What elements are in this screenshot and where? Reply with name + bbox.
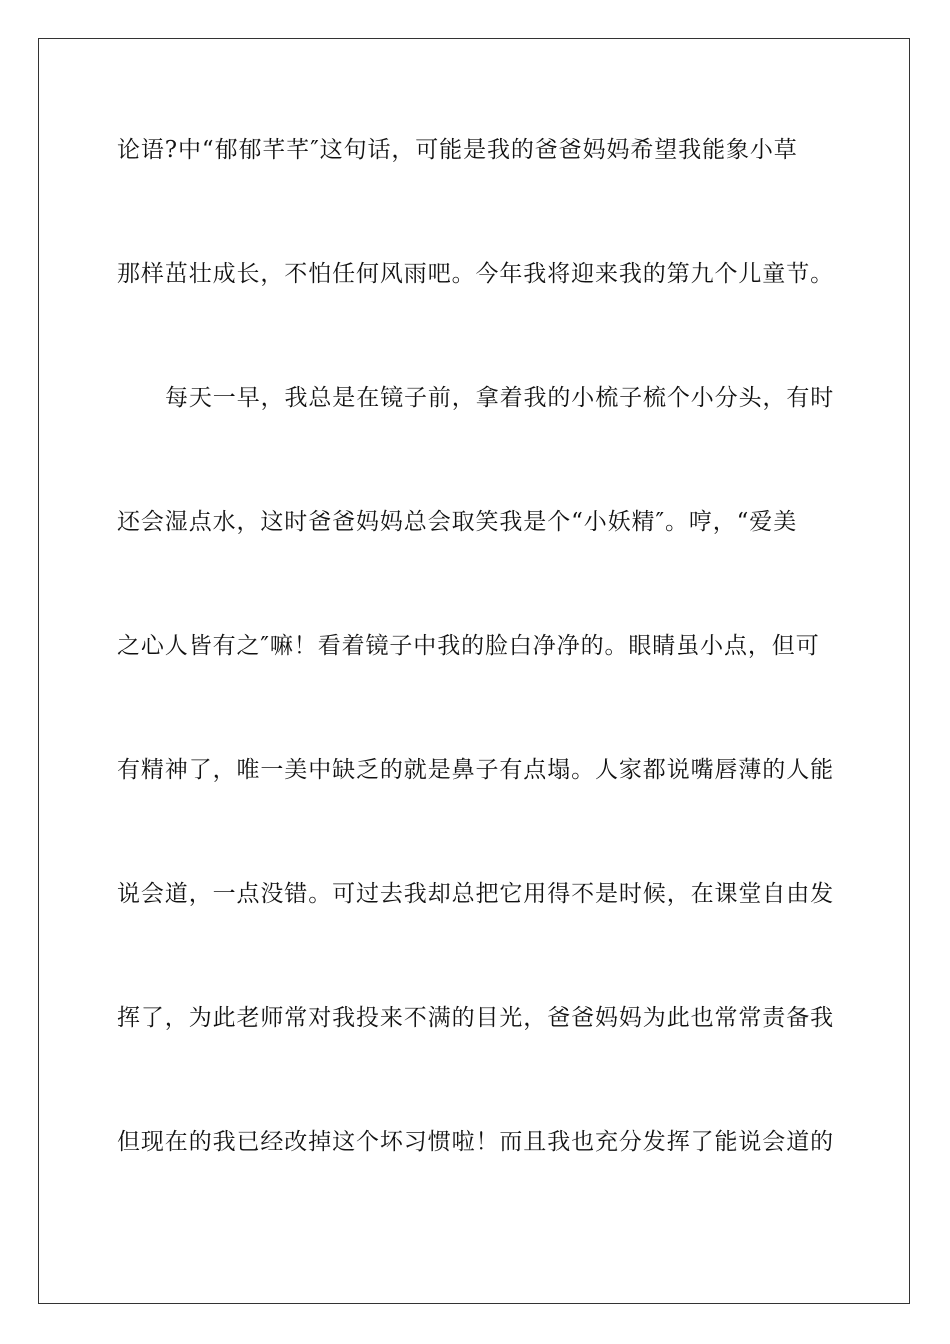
text-line-3: 每天一早，我总是在镜子前，拿着我的小梳子梳个小分头，有时	[165, 385, 835, 411]
text-line-6: 有精神了，唯一美中缺乏的就是鼻子有点塌。人家都说嘴唇薄的人能	[117, 757, 834, 783]
text-line-8: 挥了，为此老师常对我投来不满的目光，爸爸妈妈为此也常常责备我	[117, 1005, 834, 1031]
text-line-9: 但现在的我已经改掉这个坏习惯啦！而且我也充分发挥了能说会道的	[117, 1129, 834, 1155]
text-line-4: 还会湿点水，这时爸爸妈妈总会取笑我是个“小妖精″。哼，“爱美	[117, 509, 798, 535]
text-line-5: 之心人皆有之″嘛！看着镜子中我的脸白净净的。眼睛虽小点，但可	[117, 633, 820, 659]
text-line-1: 论语?中“郁郁芊芊″这句话，可能是我的爸爸妈妈希望我能象小草	[117, 137, 798, 163]
text-line-2: 那样茁壮成长，不怕任何风雨吧。今年我将迎来我的第九个儿童节。	[117, 261, 834, 287]
page-frame	[38, 38, 910, 1304]
text-line-7: 说会道，一点没错。可过去我却总把它用得不是时候，在课堂自由发	[117, 881, 834, 907]
